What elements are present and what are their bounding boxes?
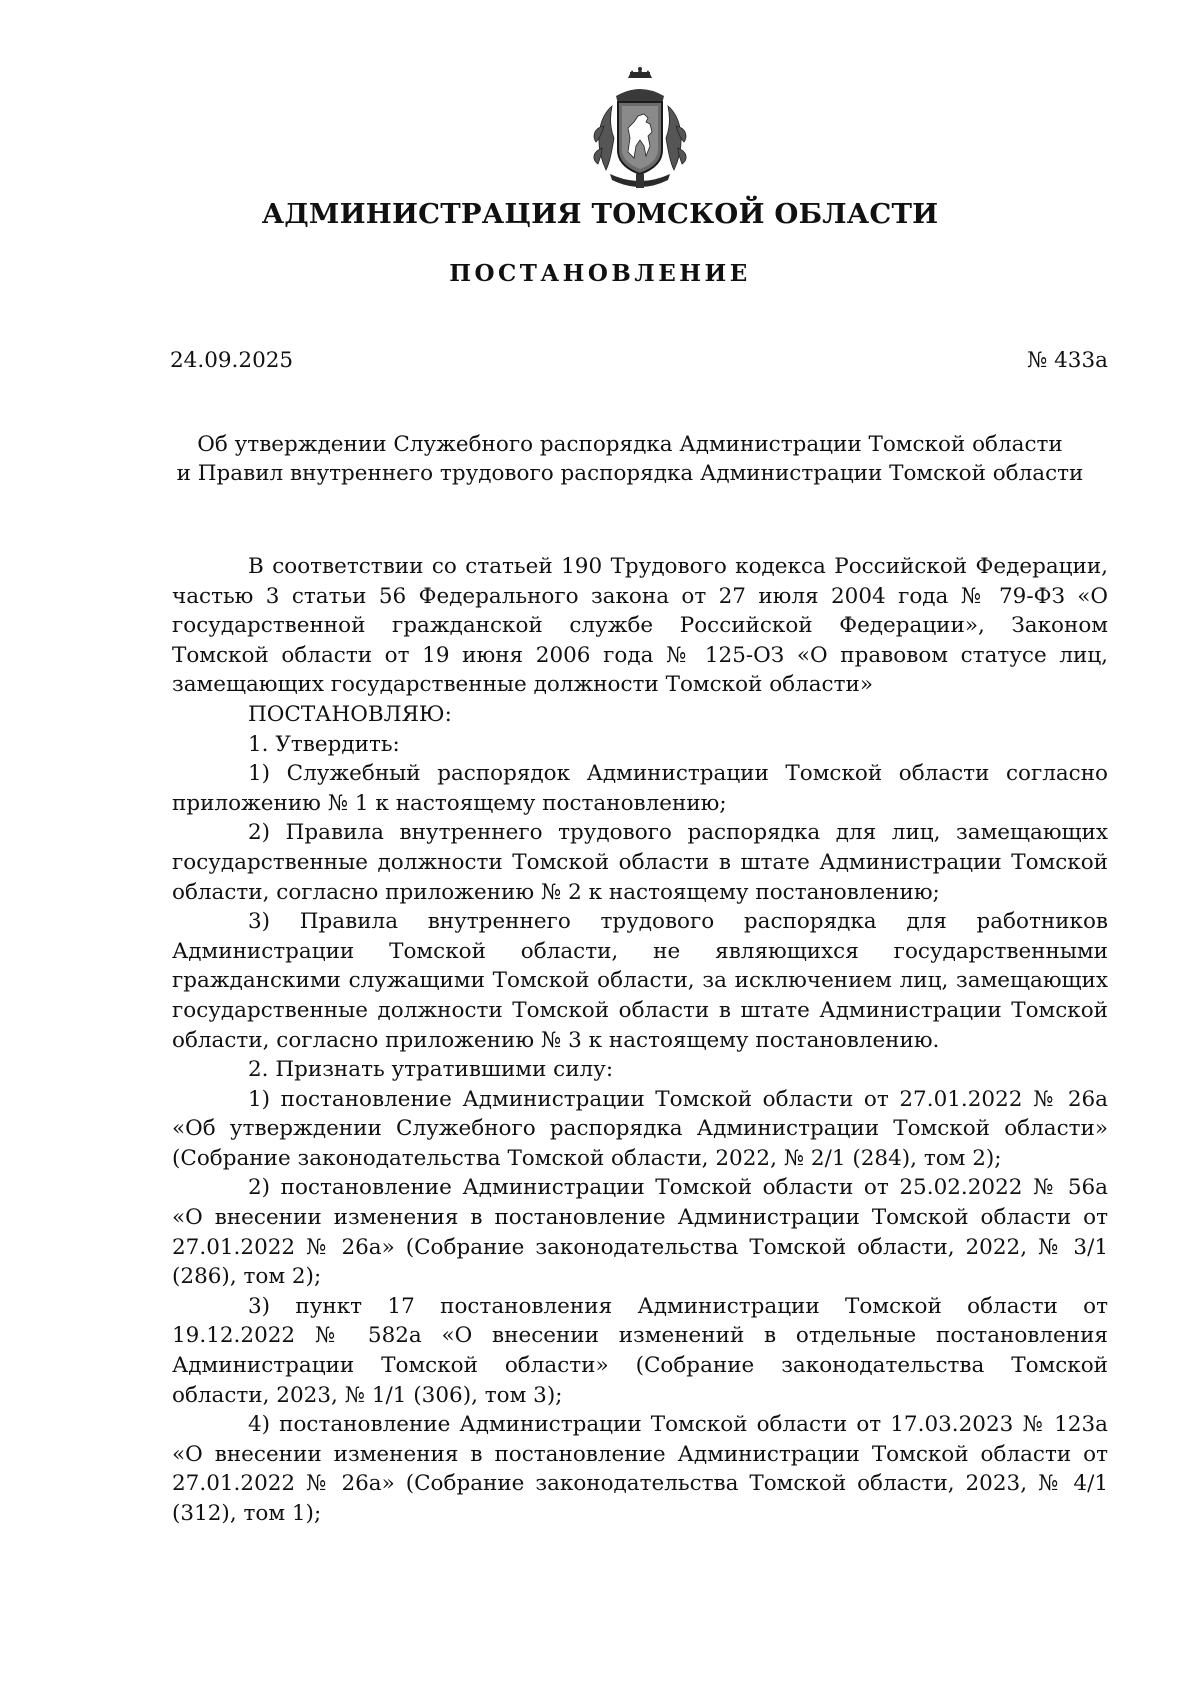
document-date: 24.09.2025: [170, 348, 294, 373]
resolve-heading: ПОСТАНОВЛЯЮ:: [248, 701, 452, 727]
item-2-2: 2) постановление Администрации Томской области от 25.02.2022 № 56а «О внесении изменения в постановление Администрации Томской области от 27.01.2022 № 26а» (Собрание законодательства Томской области, 2022, № 3/1 (286), том 2);: [172, 1175, 1108, 1290]
document-body: [172, 552, 1108, 1529]
item-2-4: 4) постановление Администрации Томской области от 17.03.2023 № 123а «О внесении изменения в постановление Администрации Томской области от 27.01.2022 № 26а» (Собрание законодательства Томской области, 2023, № 4/1 (312), том 1);: [172, 1412, 1108, 1526]
organization-name: АДМИНИСТРАЦИЯ ТОМСКОЙ ОБЛАСТИ: [261, 198, 939, 230]
item-1-3: 3) Правила внутреннего трудового распорядка для работников Администрации Томской области, не являющихся государственными гражданскими служащими Томской области, за исключением лиц, замещающих государственные должности Томской области в штате Администрации Томской области, согласно приложению № 3 к настоящему постановлению.: [172, 909, 1108, 1053]
document-title: [150, 430, 1110, 488]
title-line-2: и Правил внутреннего трудового распорядка Администрации Томской области: [176, 461, 1084, 486]
item-1-1: 1) Служебный распорядок Администрации Томской области согласно приложению № 1 к настоящему постановлению;: [172, 761, 1108, 816]
item-1-2: 2) Правила внутреннего трудового распорядка для лиц, замещающих государственные должности Томской области в штате Администрации Томской области, согласно приложению № 2 к настоящему постановлению;: [172, 820, 1108, 905]
document-type: ПОСТАНОВЛЕНИЕ: [449, 260, 751, 287]
item-2-heading: 2. Признать утратившими силу:: [248, 1057, 614, 1083]
preamble-paragraph: В соответствии со статьей 190 Трудового кодекса Российской Федерации, частью 3 статьи 56 Федерального закона от 27 июля 2004 года № 79-ФЗ «О государственной гражданской службе Российской Федерации», Законом Томской области от 19 июня 2006 года № 125-ОЗ «О правовом статусе лиц, замещающих государственные должности Томской области»: [172, 554, 1108, 698]
coat-of-arms-icon: [584, 66, 696, 194]
item-2-1: 1) постановление Администрации Томской области от 27.01.2022 № 26а «Об утверждении Служебного распорядка Администрации Томской области» (Собрание законодательства Томской области, 2022, № 2/1 (284), том 2);: [172, 1086, 1108, 1171]
item-1-heading: 1. Утвердить:: [248, 731, 400, 757]
item-2-3: 3) пункт 17 постановления Администрации Томской области от 19.12.2022 № 582а «О внесении изменений в отдельные постановления Администрации Томской области» (Собрание законодательства Томской области, 2023, № 1/1 (306), том 3);: [172, 1293, 1108, 1408]
title-line-1: Об утверждении Служебного распорядка Администрации Томской области: [197, 432, 1063, 457]
document-number: № 433а: [1026, 348, 1108, 373]
